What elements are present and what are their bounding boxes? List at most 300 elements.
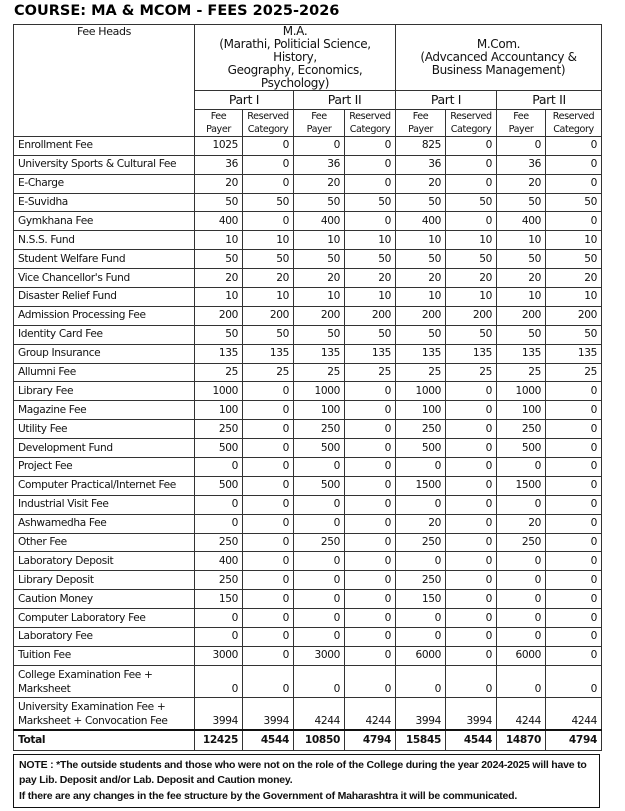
group-subtitle: (Marathi, Politicial Science, History, (219, 37, 371, 64)
fee-value-cell: 0 (446, 514, 497, 533)
fee-value-cell: 20 (546, 269, 602, 288)
fee-value-cell: 0 (546, 628, 602, 647)
fee-head-cell: Allumni Fee (14, 363, 195, 382)
fee-value-cell: 25 (243, 363, 294, 382)
fee-value-cell: 250 (396, 420, 446, 439)
fee-value-cell: 100 (497, 401, 546, 420)
fee-value-cell: 0 (546, 476, 602, 495)
sub-column-label: Category (450, 123, 492, 135)
fee-head-cell: Ashwamedha Fee (14, 514, 195, 533)
fee-value-cell: 1000 (497, 382, 546, 401)
fee-value-cell: 0 (345, 155, 396, 174)
fee-value-cell: 400 (195, 212, 243, 231)
fee-value-cell: 250 (195, 571, 243, 590)
fee-value-cell: 0 (294, 495, 345, 514)
fee-value-cell: 200 (446, 306, 497, 325)
fee-value-cell: 0 (243, 590, 294, 609)
fee-value-cell: 10 (546, 288, 602, 307)
total-row (14, 730, 602, 751)
fee-head-cell: University Examination Fee + Marksheet + Convocation Fee (14, 697, 195, 730)
fee-head-cell: Student Welfare Fund (14, 250, 195, 269)
table-row (14, 590, 602, 609)
sub-column-header (195, 109, 243, 136)
fee-value-cell: 4544 (243, 730, 294, 751)
table-row (14, 269, 602, 288)
fee-value-cell: 10 (546, 231, 602, 250)
fee-value-cell: 0 (546, 552, 602, 571)
table-row (14, 155, 602, 174)
fee-value-cell: 25 (345, 363, 396, 382)
fee-value-cell: 3994 (243, 697, 294, 730)
sub-column-label: Reserved (247, 110, 289, 122)
fee-value-cell: 0 (446, 476, 497, 495)
fee-value-cell: 825 (396, 136, 446, 155)
page-title: COURSE: MA & MCOM - FEES 2025-2026 (14, 3, 340, 19)
fee-value-cell: 0 (546, 495, 602, 514)
fee-value-cell: 20 (396, 174, 446, 193)
fee-value-cell: 150 (195, 590, 243, 609)
fee-value-cell: 3000 (294, 646, 345, 665)
table-row (14, 382, 602, 401)
fee-value-cell: 0 (243, 420, 294, 439)
fee-value-cell: 150 (396, 590, 446, 609)
fee-value-cell: 0 (294, 628, 345, 647)
fee-value-cell: 200 (243, 306, 294, 325)
fee-value-cell: 100 (396, 401, 446, 420)
fee-value-cell: 0 (294, 665, 345, 697)
sub-column-header (294, 109, 345, 136)
fee-value-cell: 0 (497, 571, 546, 590)
table-row (14, 288, 602, 307)
fee-value-cell: 25 (294, 363, 345, 382)
fee-value-cell: 14870 (497, 730, 546, 751)
fee-value-cell: 0 (243, 571, 294, 590)
fee-value-cell: 0 (446, 665, 497, 697)
part-header: Part II (497, 91, 602, 110)
fee-value-cell: 250 (195, 533, 243, 552)
sub-column-label: Fee (513, 110, 529, 122)
table-row (14, 609, 602, 628)
fee-value-cell: 0 (195, 665, 243, 697)
fee-value-cell: 0 (345, 476, 396, 495)
table-row (14, 697, 602, 730)
fee-value-cell: 135 (446, 344, 497, 363)
fee-value-cell: 0 (345, 382, 396, 401)
fee-value-cell: 0 (195, 514, 243, 533)
fee-value-cell: 20 (195, 269, 243, 288)
group-header-mcom (396, 25, 602, 91)
fee-value-cell: 135 (345, 344, 396, 363)
fee-value-cell: 0 (446, 495, 497, 514)
fee-head-cell: Laboratory Deposit (14, 552, 195, 571)
sub-column-label: Fee (412, 110, 429, 122)
fee-value-cell: 0 (446, 212, 497, 231)
part-header: Part II (294, 91, 396, 110)
fee-value-cell: 6000 (396, 646, 446, 665)
table-row (14, 439, 602, 458)
fee-value-cell: 0 (195, 609, 243, 628)
fee-value-cell: 200 (546, 306, 602, 325)
fee-value-cell: 36 (195, 155, 243, 174)
fee-value-cell: 0 (345, 646, 396, 665)
fee-value-cell: 135 (497, 344, 546, 363)
fee-value-cell: 3994 (195, 697, 243, 730)
fee-value-cell: 135 (195, 344, 243, 363)
fee-head-cell: Admission Processing Fee (14, 306, 195, 325)
fee-value-cell: 0 (345, 533, 396, 552)
fee-value-cell: 0 (546, 609, 602, 628)
fee-value-cell: 200 (294, 306, 345, 325)
fee-value-cell: 20 (294, 174, 345, 193)
fee-value-cell: 0 (546, 458, 602, 477)
fee-value-cell: 50 (243, 250, 294, 269)
fee-value-cell: 0 (294, 136, 345, 155)
fee-value-cell: 0 (345, 552, 396, 571)
fee-value-cell: 0 (446, 590, 497, 609)
fee-value-cell: 10 (345, 288, 396, 307)
fee-value-cell: 1025 (195, 136, 243, 155)
fee-value-cell: 400 (195, 552, 243, 571)
table-row (14, 476, 602, 495)
fee-value-cell: 0 (345, 609, 396, 628)
fee-value-cell: 0 (446, 136, 497, 155)
sub-column-header (243, 109, 294, 136)
fee-value-cell: 36 (396, 155, 446, 174)
fee-head-cell: Group Insurance (14, 344, 195, 363)
fees-table-body (14, 136, 602, 750)
fee-heads-header: Fee Heads (14, 25, 195, 137)
fee-value-cell: 25 (396, 363, 446, 382)
fee-value-cell: 500 (195, 476, 243, 495)
fee-value-cell: 3000 (195, 646, 243, 665)
fee-head-cell: Industrial Visit Fee (14, 495, 195, 514)
fee-value-cell: 0 (497, 495, 546, 514)
fee-value-cell: 0 (294, 514, 345, 533)
sub-column-label: Reserved (450, 110, 492, 122)
fee-head-cell: Project Fee (14, 458, 195, 477)
table-row (14, 231, 602, 250)
fee-value-cell: 50 (446, 250, 497, 269)
fee-value-cell: 0 (243, 458, 294, 477)
sub-column-header (396, 109, 446, 136)
fee-head-cell: Library Fee (14, 382, 195, 401)
fee-value-cell: 0 (396, 495, 446, 514)
fee-value-cell: 50 (195, 325, 243, 344)
fee-value-cell: 10 (243, 231, 294, 250)
sub-column-label: Fee (210, 110, 227, 122)
fee-value-cell: 1000 (195, 382, 243, 401)
fee-value-cell: 0 (243, 628, 294, 647)
fee-value-cell: 0 (497, 609, 546, 628)
fee-value-cell: 50 (446, 325, 497, 344)
fee-value-cell: 1500 (396, 476, 446, 495)
fee-value-cell: 250 (195, 420, 243, 439)
fee-value-cell: 0 (243, 174, 294, 193)
fee-value-cell: 0 (546, 571, 602, 590)
fee-value-cell: 50 (396, 325, 446, 344)
fee-value-cell: 4244 (345, 697, 396, 730)
fee-value-cell: 400 (396, 212, 446, 231)
fee-value-cell: 0 (345, 420, 396, 439)
fee-value-cell: 10 (396, 231, 446, 250)
fee-value-cell: 0 (345, 495, 396, 514)
fee-value-cell: 135 (396, 344, 446, 363)
fee-value-cell: 0 (446, 552, 497, 571)
fee-head-cell: Development Fund (14, 439, 195, 458)
group-subtitle: Geography, Economics, Psychology) (227, 63, 363, 90)
part-header: Part I (396, 91, 497, 110)
fee-value-cell: 36 (294, 155, 345, 174)
fee-value-cell: 0 (446, 533, 497, 552)
fee-value-cell: 0 (546, 174, 602, 193)
fee-value-cell: 0 (294, 590, 345, 609)
fee-value-cell: 3994 (396, 697, 446, 730)
fee-head-cell: Gymkhana Fee (14, 212, 195, 231)
fee-value-cell: 0 (546, 401, 602, 420)
sub-column-label: Category (553, 123, 594, 135)
table-row (14, 646, 602, 665)
fee-value-cell: 20 (195, 174, 243, 193)
note-box (13, 754, 600, 808)
fee-value-cell: 10 (195, 231, 243, 250)
fee-value-cell: 50 (497, 325, 546, 344)
fee-value-cell: 20 (396, 514, 446, 533)
group-header-ma (195, 25, 396, 91)
fee-value-cell: 15845 (396, 730, 446, 751)
fee-value-cell: 250 (497, 420, 546, 439)
table-row (14, 420, 602, 439)
fee-head-cell: Tuition Fee (14, 646, 195, 665)
fee-value-cell: 200 (195, 306, 243, 325)
fee-value-cell: 1000 (294, 382, 345, 401)
fee-value-cell: 10 (345, 231, 396, 250)
fee-value-cell: 200 (396, 306, 446, 325)
fee-value-cell: 0 (345, 628, 396, 647)
fee-value-cell: 0 (243, 212, 294, 231)
fee-value-cell: 0 (446, 420, 497, 439)
sub-column-label: Payer (206, 123, 231, 135)
fee-value-cell: 0 (243, 495, 294, 514)
fee-value-cell: 0 (446, 458, 497, 477)
fee-value-cell: 500 (497, 439, 546, 458)
fee-value-cell: 10 (497, 231, 546, 250)
fee-value-cell: 10 (446, 288, 497, 307)
fee-value-cell: 0 (546, 439, 602, 458)
fee-value-cell: 400 (497, 212, 546, 231)
fee-value-cell: 50 (546, 325, 602, 344)
fee-value-cell: 20 (497, 514, 546, 533)
fee-value-cell: 0 (345, 174, 396, 193)
fee-value-cell: 50 (396, 193, 446, 212)
fee-value-cell: 0 (243, 646, 294, 665)
fee-value-cell: 20 (243, 269, 294, 288)
fee-value-cell: 500 (294, 476, 345, 495)
fee-head-cell: Computer Laboratory Fee (14, 609, 195, 628)
fee-value-cell: 20 (497, 174, 546, 193)
group-subtitle: Business Management) (431, 63, 566, 77)
fee-head-cell: Enrollment Fee (14, 136, 195, 155)
fee-value-cell: 0 (546, 646, 602, 665)
fee-value-cell: 0 (446, 646, 497, 665)
table-row (14, 136, 602, 155)
fee-head-cell: College Examination Fee + Marksheet (14, 665, 195, 697)
note-text: NOTE : *The outside students and those who were not on the role of the College during the year 2024-2025 will have to pay Lib. Deposit and/or Lab. Deposit and Caution money. (19, 759, 587, 786)
fee-value-cell: 0 (243, 155, 294, 174)
fee-value-cell: 0 (195, 495, 243, 514)
fee-head-cell: E-Suvidha (14, 193, 195, 212)
fee-value-cell: 50 (294, 193, 345, 212)
fee-value-cell: 250 (497, 533, 546, 552)
table-row (14, 174, 602, 193)
sub-column-header (497, 109, 546, 136)
fee-value-cell: 20 (396, 269, 446, 288)
fee-value-cell: 4244 (294, 697, 345, 730)
fee-value-cell: 500 (294, 439, 345, 458)
table-row (14, 401, 602, 420)
fee-value-cell: 50 (294, 325, 345, 344)
fee-value-cell: 0 (243, 665, 294, 697)
fee-head-cell: E-Charge (14, 174, 195, 193)
fee-value-cell: 0 (497, 552, 546, 571)
fee-value-cell: 250 (396, 533, 446, 552)
sub-column-label: Fee (311, 110, 327, 122)
fee-value-cell: 0 (345, 136, 396, 155)
fee-value-cell: 6000 (497, 646, 546, 665)
fee-value-cell: 10850 (294, 730, 345, 751)
fee-value-cell: 0 (396, 609, 446, 628)
fee-value-cell: 25 (195, 363, 243, 382)
fee-value-cell: 0 (243, 533, 294, 552)
fee-value-cell: 0 (345, 401, 396, 420)
fee-value-cell: 50 (345, 250, 396, 269)
fee-head-cell: Computer Practical/Internet Fee (14, 476, 195, 495)
fee-value-cell: 0 (546, 212, 602, 231)
fee-value-cell: 0 (243, 609, 294, 628)
fee-value-cell: 4244 (546, 697, 602, 730)
fee-value-cell: 0 (396, 628, 446, 647)
fee-value-cell: 100 (195, 401, 243, 420)
fee-value-cell: 0 (546, 665, 602, 697)
fee-value-cell: 0 (243, 476, 294, 495)
fee-head-cell: University Sports & Cultural Fee (14, 155, 195, 174)
fee-value-cell: 4794 (345, 730, 396, 751)
fee-value-cell: 0 (497, 628, 546, 647)
fee-value-cell: 50 (546, 193, 602, 212)
group-name: M.A. (282, 24, 308, 38)
fee-head-cell: Vice Chancellor's Fund (14, 269, 195, 288)
fee-value-cell: 0 (546, 155, 602, 174)
fee-value-cell: 0 (195, 458, 243, 477)
fee-head-cell: Disaster Relief Fund (14, 288, 195, 307)
fee-head-cell: N.S.S. Fund (14, 231, 195, 250)
fee-value-cell: 36 (497, 155, 546, 174)
fee-value-cell: 50 (243, 193, 294, 212)
fee-value-cell: 50 (446, 193, 497, 212)
fee-value-cell: 0 (345, 212, 396, 231)
fee-value-cell: 0 (294, 458, 345, 477)
fee-head-cell: Caution Money (14, 590, 195, 609)
fee-value-cell: 0 (243, 552, 294, 571)
table-row (14, 344, 602, 363)
fee-value-cell: 0 (396, 458, 446, 477)
sub-column-label: Reserved (349, 110, 391, 122)
sub-column-header (446, 109, 497, 136)
fee-value-cell: 10 (294, 288, 345, 307)
fee-value-cell: 0 (294, 552, 345, 571)
fee-value-cell: 0 (345, 439, 396, 458)
table-row (14, 250, 602, 269)
table-row (14, 628, 602, 647)
sub-column-label: Reserved (552, 110, 595, 122)
fee-value-cell: 0 (446, 174, 497, 193)
fee-value-cell: 0 (546, 382, 602, 401)
fee-value-cell: 0 (546, 136, 602, 155)
table-row (14, 552, 602, 571)
table-row (14, 665, 602, 697)
fee-value-cell: 0 (396, 665, 446, 697)
fee-value-cell: 20 (497, 269, 546, 288)
fee-value-cell: 50 (195, 193, 243, 212)
fee-value-cell: 135 (294, 344, 345, 363)
fee-value-cell: 0 (243, 439, 294, 458)
fee-value-cell: 0 (446, 382, 497, 401)
fee-value-cell: 0 (243, 401, 294, 420)
fee-value-cell: 0 (546, 514, 602, 533)
fee-value-cell: 50 (345, 193, 396, 212)
fee-value-cell: 0 (294, 609, 345, 628)
fee-value-cell: 0 (446, 155, 497, 174)
fee-value-cell: 0 (195, 628, 243, 647)
fee-head-cell: Library Deposit (14, 571, 195, 590)
table-row (14, 458, 602, 477)
fee-value-cell: 400 (294, 212, 345, 231)
table-row (14, 212, 602, 231)
fee-value-cell: 0 (243, 382, 294, 401)
fee-value-cell: 0 (446, 439, 497, 458)
fee-value-cell: 0 (243, 514, 294, 533)
fee-value-cell: 0 (546, 590, 602, 609)
sub-column-label: Payer (408, 123, 433, 135)
fee-value-cell: 12425 (195, 730, 243, 751)
fee-value-cell: 10 (497, 288, 546, 307)
fee-head-cell: Magazine Fee (14, 401, 195, 420)
fee-head-cell: Identity Card Fee (14, 325, 195, 344)
fee-value-cell: 0 (345, 458, 396, 477)
fee-value-cell: 0 (546, 533, 602, 552)
sub-column-header (546, 109, 602, 136)
table-row (14, 306, 602, 325)
fee-value-cell: 50 (345, 325, 396, 344)
fee-value-cell: 4244 (497, 697, 546, 730)
fee-head-cell: Laboratory Fee (14, 628, 195, 647)
fee-value-cell: 25 (446, 363, 497, 382)
fee-value-cell: 1500 (497, 476, 546, 495)
sub-column-label: Category (349, 123, 391, 135)
fee-value-cell: 20 (446, 269, 497, 288)
fee-value-cell: 10 (396, 288, 446, 307)
group-subtitle: (Advcanced Accountancy & (420, 50, 577, 64)
fee-value-cell: 0 (396, 552, 446, 571)
fee-value-cell: 1000 (396, 382, 446, 401)
fee-value-cell: 50 (195, 250, 243, 269)
fee-value-cell: 50 (294, 250, 345, 269)
fee-value-cell: 50 (243, 325, 294, 344)
table-row (14, 325, 602, 344)
fee-value-cell: 0 (345, 571, 396, 590)
fee-value-cell: 50 (497, 250, 546, 269)
fee-value-cell: 4794 (546, 730, 602, 751)
fee-head-cell: Total (14, 730, 195, 751)
